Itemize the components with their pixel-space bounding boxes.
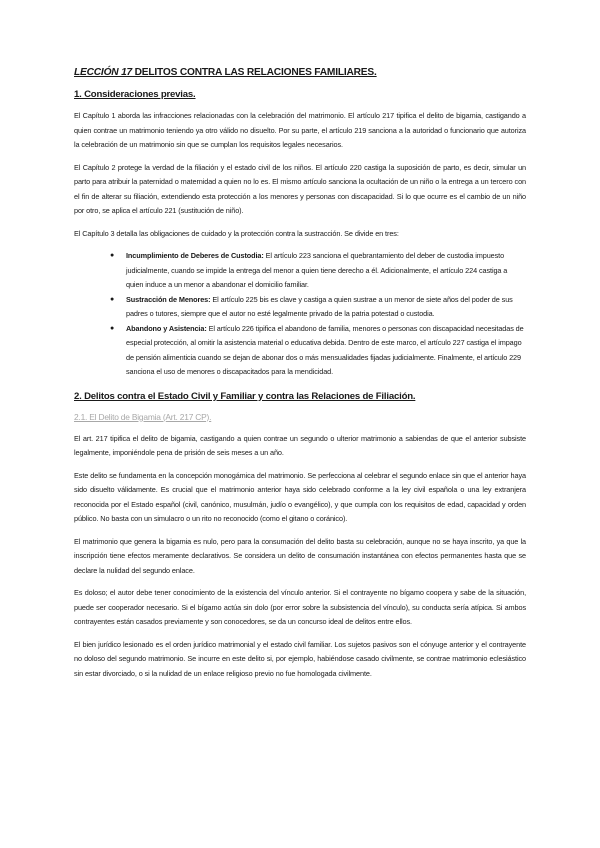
list-item-text: El artículo 226 tipifica el abandono de familia, menores o personas con discapacidad necesitadas de especial protección, al omitir la asistencia material o educativa debida. Dentro de este marco, el artículo 227 castiga el impago de pensión alimenticia cuando se dejan de abonar dos o más mensualidades fijadas judicialmente. Finalmente, el artículo 229 sanciona el uso de menores o discapacitados para la mendicidad. — [126, 323, 524, 376]
list-item-lead: Sustracción de Menores: — [126, 294, 211, 304]
list-item — [126, 322, 526, 380]
document-page — [74, 66, 526, 689]
chapter-3-list — [74, 249, 526, 380]
subsection-2-1-heading: 2.1. El Delito de Bigamia (Art. 217 CP). — [74, 411, 212, 422]
list-item-lead: Abandono y Asistencia: — [126, 323, 207, 333]
lesson-title — [74, 66, 526, 80]
section-2-paragraph: Es doloso; el autor debe tener conocimiento de la existencia del vínculo anterior. Si el contrayente no bígamo coopera y sabe de la situación, puede ser cooperador necesario. Si el bígamo actúa sin dolo (por error sobre la subsistencia del vínculo), su conducta sería atípica. Si ambos contrayentes están casados previamente y son conocedores, se da un concurso ideal de delitos entre ellos. — [74, 588, 526, 626]
list-item-lead: Incumplimiento de Deberes de Custodia: — [126, 251, 264, 260]
lesson-title-text: DELITOS CONTRA LAS RELACIONES FAMILIARES. — [132, 67, 377, 78]
lesson-number: LECCIÓN 17 — [74, 67, 133, 78]
section-2-paragraph: El bien jurídico lesionado es el orden jurídico matrimonial y el estado civil familiar. Los sujetos pasivos son el cónyuge anterior y el contrayente no doloso del segundo matrimonio. Se incurre en este delito si, por ejemplo, habiéndose casado civilmente, se contrae matrimonio eclesiástico sin estar divorciado, o si la nulidad de un enlace religioso previo no fue homologada civilmente. — [74, 639, 526, 678]
section-2-heading: 2. Delitos contra el Estado Civil y Familiar y contra las Relaciones de Filiación. — [74, 390, 416, 402]
list-item — [126, 293, 526, 322]
list-item-text: El artículo 225 bis es clave y castiga a quien sustrae a un menor de siete años del poder de sus padres o tutores, siempre que el autor no esté legalmente privado de la patria potestad o custodia. — [126, 294, 513, 318]
section-2-paragraph: El matrimonio que genera la bigamia es nulo, pero para la consumación del delito basta su celebración, aunque no se haya inscrito, ya que la inscripción tiene efectos meramente declarativos. Se considera un delito de consumación instantánea con efectos permanentes hasta que se declare la nulidad del segundo enlace. — [74, 536, 526, 575]
section-1-paragraph: El Capítulo 3 detalla las obligaciones de cuidado y la protección contra la sustracción. Se divide en tres: — [74, 228, 399, 238]
list-item-text: El artículo 223 sanciona el quebrantamiento del deber de custodia impuesto judicialmente, cuando se impide la entrega del menor a quien tiene derecho a él. Adicionalmente, el artículo 224 castiga a quien induce a un menor a abandonar el domicilio familiar. — [126, 251, 508, 289]
list-item — [126, 249, 526, 293]
section-1-paragraph: El Capítulo 1 aborda las infracciones relacionadas con la celebración del matrimonio. El artículo 217 tipifica el delito de bigamia, castigando a quien contrae un matrimonio teniendo ya otro válido no disuelto. Por su parte, el artículo 219 sanciona a la autoridad o funcionario que autoriza la celebración de un matrimonio sin que se cumplan los requisitos legales necesarios. — [74, 111, 526, 149]
section-2-paragraph: El art. 217 tipifica el delito de bigamia, castigando a quien contrae un segundo o ulterior matrimonio a sabiendas de que el anterior subsiste legalmente, imponiéndole pena de prisión de seis meses a un año. — [74, 433, 526, 457]
section-1-heading: 1. Consideraciones previas. — [74, 89, 196, 100]
section-1-paragraph: El Capítulo 2 protege la verdad de la filiación y el estado civil de los niños. El artículo 220 castiga la suposición de parto, es decir, simular un parto para atribuir la paternidad o maternidad a quien no lo es. El mismo artículo sanciona la ocultación de un niño o la entrega a un tercero con el fin de alterar su filiación, extendiendo esta protección a los menores y personas con discapacidad. Si lo que ocurre es el cambio de un niño por otro, se aplica el artículo 221 (sustitución de niño). — [74, 162, 526, 215]
section-2-paragraph: Este delito se fundamenta en la concepción monogámica del matrimonio. Se perfecciona al celebrar el segundo enlace sin que el anterior haya sido disuelto válidamente. Es crucial que el matrimonio anterior haya sido celebrado conforme a la ley civil española o una ley extranjera reconocida por el Estado español (civil, canónico, musulmán, judío o evangélico), y que cumpla con los requisitos de edad, capacidad y orden público. No basta con un simulacro o un rito no reconocido (como el gitano o coránico). — [74, 470, 526, 523]
